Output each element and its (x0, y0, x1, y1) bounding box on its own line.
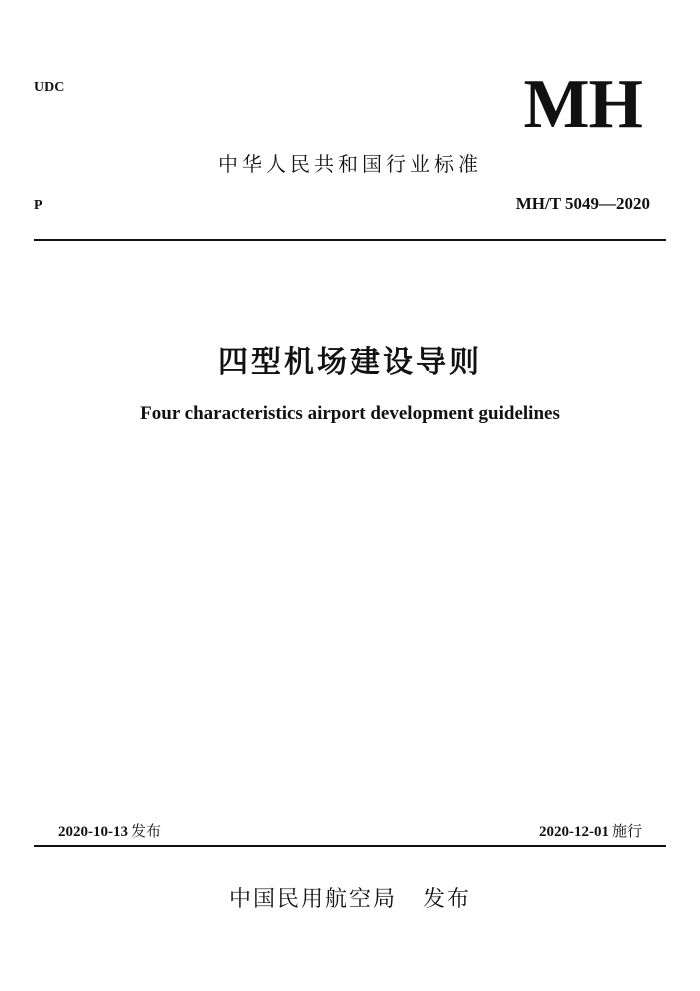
standard-number: MH/T 5049—2020 (515, 194, 650, 213)
publisher-action: 发布 (423, 887, 472, 912)
bottom-divider (34, 845, 666, 847)
title-chinese: 四型机场建设导则 (218, 345, 482, 380)
standard-category: 中华人民共和国行业标准 (218, 152, 482, 176)
udc-label: UDC (34, 80, 65, 95)
issue-label: 发布 (131, 822, 162, 840)
mh-logo: MH (523, 66, 642, 143)
classification-code: P (34, 198, 43, 213)
publisher-line (0, 882, 700, 913)
effective-date: 2020-12-01 (538, 824, 609, 840)
effective-label: 施行 (611, 822, 642, 840)
issue-date: 2020-10-13 (58, 824, 128, 840)
issue-date-line (58, 820, 161, 841)
effective-date-line (539, 820, 642, 841)
top-divider (34, 239, 666, 241)
title-english: Four characteristics airport development guidelines (140, 403, 560, 424)
publisher-name: 中国民用航空局 (228, 887, 397, 912)
